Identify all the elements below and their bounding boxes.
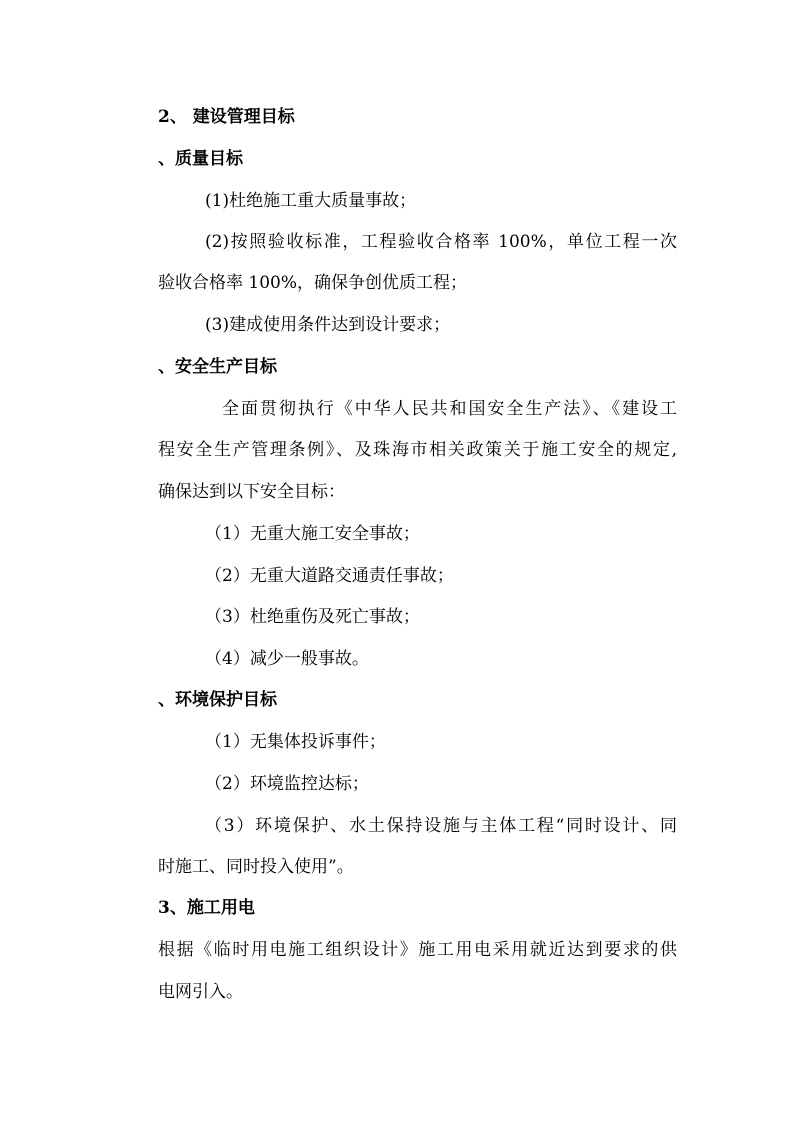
quality-item-3: (3)建成使用条件达到设计要求； [205,315,451,335]
environment-goals-heading: 、环境保护目标 [158,690,277,710]
quality-item-1: (1)杜绝施工重大质量事故； [205,191,417,211]
environment-item-1: （1）无集体投诉事件； [205,732,386,752]
quality-goals-heading: 、质量目标 [158,149,243,169]
power-paragraph-line-2: 电网引入。 [158,982,243,1002]
environment-item-3-line-2: 时施工、同时投入使用”。 [158,857,354,877]
safety-paragraph-line-3: 确保达到以下安全目标： [158,482,345,502]
safety-item-2: （2）无重大道路交通责任事故； [205,566,454,586]
safety-paragraph-line-2: 程安全生产管理条例》、及珠海市相关政策关于施工安全的规定, [158,440,677,460]
environment-item-3-line-1: （3）环境保护、水土保持设施与主体工程“同时设计、同 [205,816,677,836]
quality-item-2-line-2: 验收合格率 100%，确保争创优质工程； [158,273,468,293]
safety-item-3: （3）杜绝重伤及死亡事故； [205,607,420,627]
safety-item-1: （1）无重大施工安全事故； [205,524,420,544]
quality-item-2-line-1: (2)按照验收标准，工程验收合格率 100%，单位工程一次 [205,232,677,252]
power-paragraph-line-1: 根据《临时用电施工组织设计》施工用电采用就近达到要求的供 [158,940,677,960]
safety-item-4: （4）减少一般事故。 [205,649,369,669]
safety-goals-heading: 、安全生产目标 [158,357,277,377]
section-heading-3: 3、施工用电 [158,898,255,918]
environment-item-2: （2）环境监控达标； [205,774,369,794]
section-heading-2: 2、 建设管理目标 [158,107,295,127]
safety-paragraph-line-1: 全面贯彻执行《中华人民共和国安全生产法》、《建设工 [222,399,677,419]
